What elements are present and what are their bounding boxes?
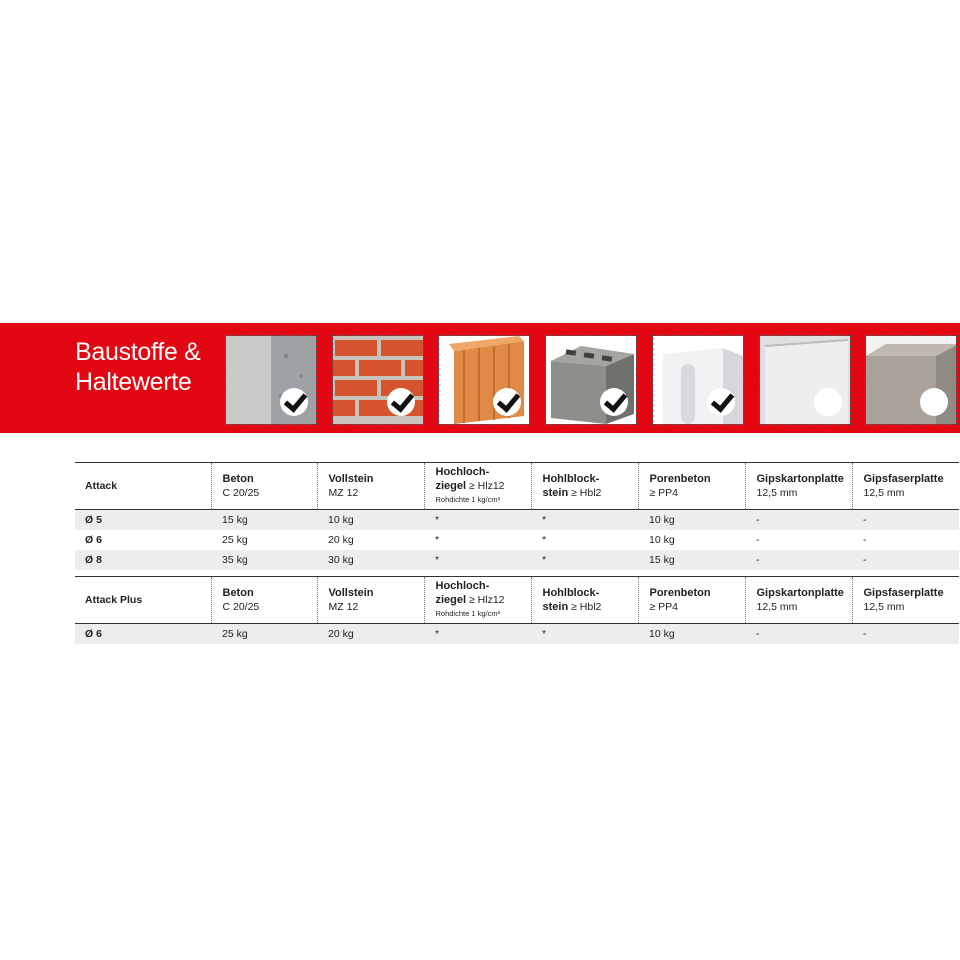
col-header-gipskartonplatte: Gipskartonplatte 12,5 mm [745,577,852,624]
col-header-porenbeton: Porenbeton ≥ PP4 [638,577,745,624]
check-icon [707,388,735,416]
col-header-vollstein: Vollstein MZ 12 [317,577,424,624]
col-header-hochlochziegel: Hochloch- ziegel ≥ Hlz12 Rohdichte 1 kg/cm³ [424,577,531,624]
tile-gipsfaserplatte [865,335,957,425]
table-label: Attack [75,463,211,510]
col-header-hochlochziegel: Hochloch- ziegel ≥ Hlz12 Rohdichte 1 kg/cm³ [424,463,531,510]
banner-title [75,337,225,397]
banner-title-line1: Baustoffe & [75,338,201,366]
col-header-vollstein: Vollstein MZ 12 [317,463,424,510]
tile-porenbeton [652,335,744,425]
col-header-porenbeton: Porenbeton ≥ PP4 [638,463,745,510]
col-header-gipsfaserplatte: Gipsfaserplatte 12,5 mm [852,577,959,624]
col-header-beton: Beton C 20/25 [211,463,317,510]
circle-icon [920,388,948,416]
table-row: Ø 6 25 kg 20 kg * * 10 kg - - [75,624,959,645]
table-attack-plus [75,576,959,644]
col-header-gipskartonplatte: Gipskartonplatte 12,5 mm [745,463,852,510]
tile-vollstein [332,335,424,425]
col-header-beton: Beton C 20/25 [211,577,317,624]
col-header-hohlblockstein: Hohlblock- stein ≥ Hbl2 [531,463,638,510]
table-header [75,463,959,510]
col-header-hohlblockstein: Hohlblock- stein ≥ Hbl2 [531,577,638,624]
check-icon [387,388,415,416]
check-icon [600,388,628,416]
tile-hohlblockstein [545,335,637,425]
table-row: Ø 5 15 kg 10 kg * * 10 kg - - [75,510,959,531]
circle-icon [814,388,842,416]
col-header-gipsfaserplatte: Gipsfaserplatte 12,5 mm [852,463,959,510]
check-icon [493,388,521,416]
table-label: Attack Plus [75,577,211,624]
table-header [75,577,959,624]
table-row: Ø 8 35 kg 30 kg * * 15 kg - - [75,550,959,570]
banner-title-line2: Haltewerte [75,368,192,396]
table-row: Ø 6 25 kg 20 kg * * 10 kg - - [85,534,867,546]
table-attack [75,462,959,570]
tile-hochlochziegel [438,335,530,425]
tile-beton [225,335,317,425]
check-icon [280,388,308,416]
tile-gipskartonplatte [759,335,851,425]
